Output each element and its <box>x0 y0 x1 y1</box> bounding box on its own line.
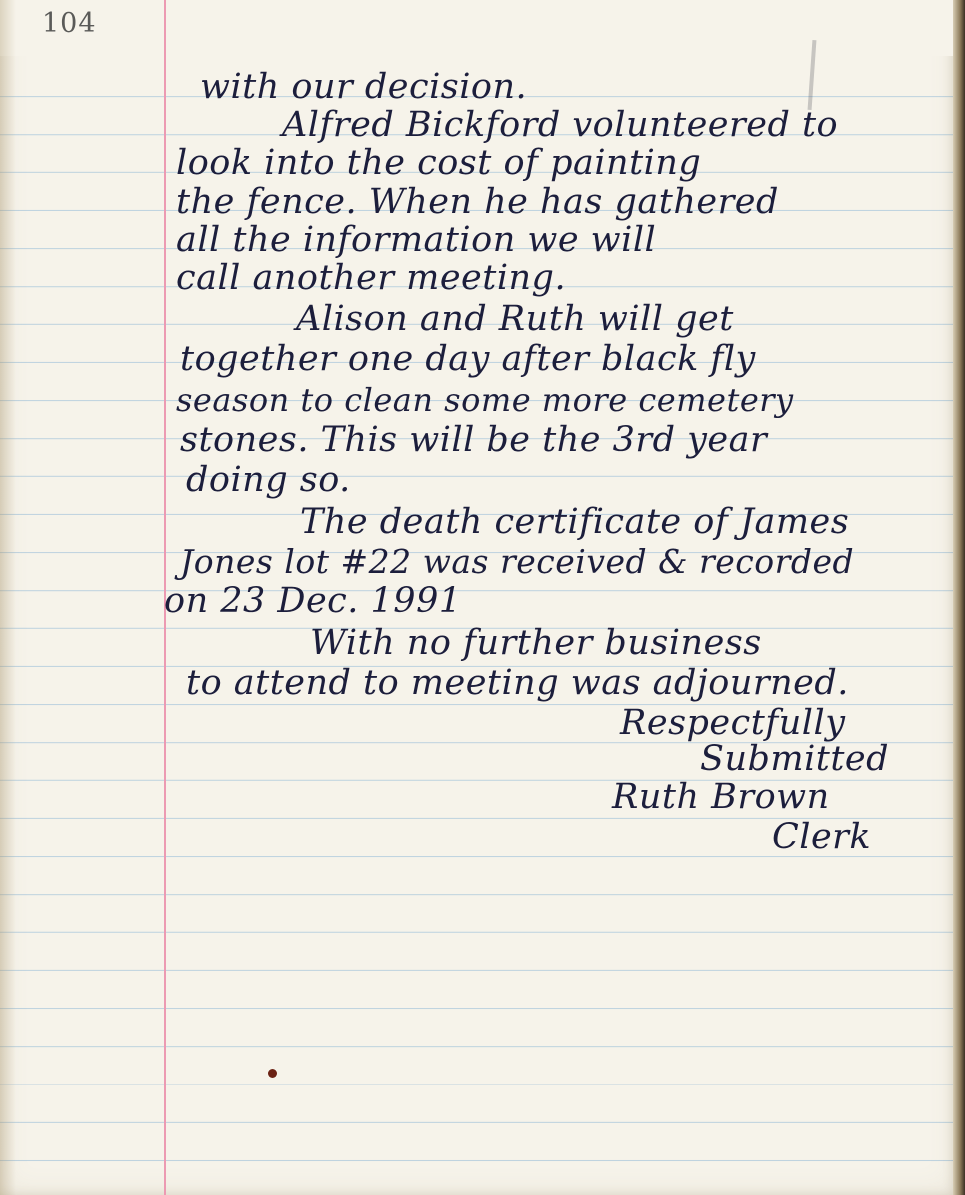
text-line: call another meeting. <box>176 258 567 298</box>
text-line: Alison and Ruth will get <box>296 299 734 339</box>
text-line: together one day after black fly <box>180 339 756 379</box>
closing-line: Respectfully <box>620 703 846 743</box>
text-line: with our decision. <box>200 67 528 107</box>
text-line: on 23 Dec. 1991 <box>164 581 462 621</box>
text-line: The death certificate of James <box>300 502 850 542</box>
closing-line: Submitted <box>700 739 890 779</box>
ink-blot <box>268 1069 277 1078</box>
text-line: Jones lot #22 was received & recorded <box>180 542 855 581</box>
text-line: With no further business <box>310 623 762 663</box>
text-line: stones. This will be the 3rd year <box>180 420 768 460</box>
binding-gutter <box>953 0 965 1195</box>
text-line: Alfred Bickford volunteered to <box>282 105 839 145</box>
text-line: look into the cost of painting <box>176 143 702 183</box>
text-line: all the information we will <box>176 220 657 260</box>
text-line: doing so. <box>186 460 351 500</box>
text-line: the fence. When he has gathered <box>176 182 779 222</box>
signer-title: Clerk <box>772 817 872 857</box>
text-line: season to clean some more cemetery <box>176 381 794 419</box>
page-number: 104 <box>42 8 97 39</box>
signature: Ruth Brown <box>612 777 830 817</box>
edge-stain <box>0 0 16 1195</box>
text-line: to attend to meeting was adjourned. <box>186 663 849 703</box>
